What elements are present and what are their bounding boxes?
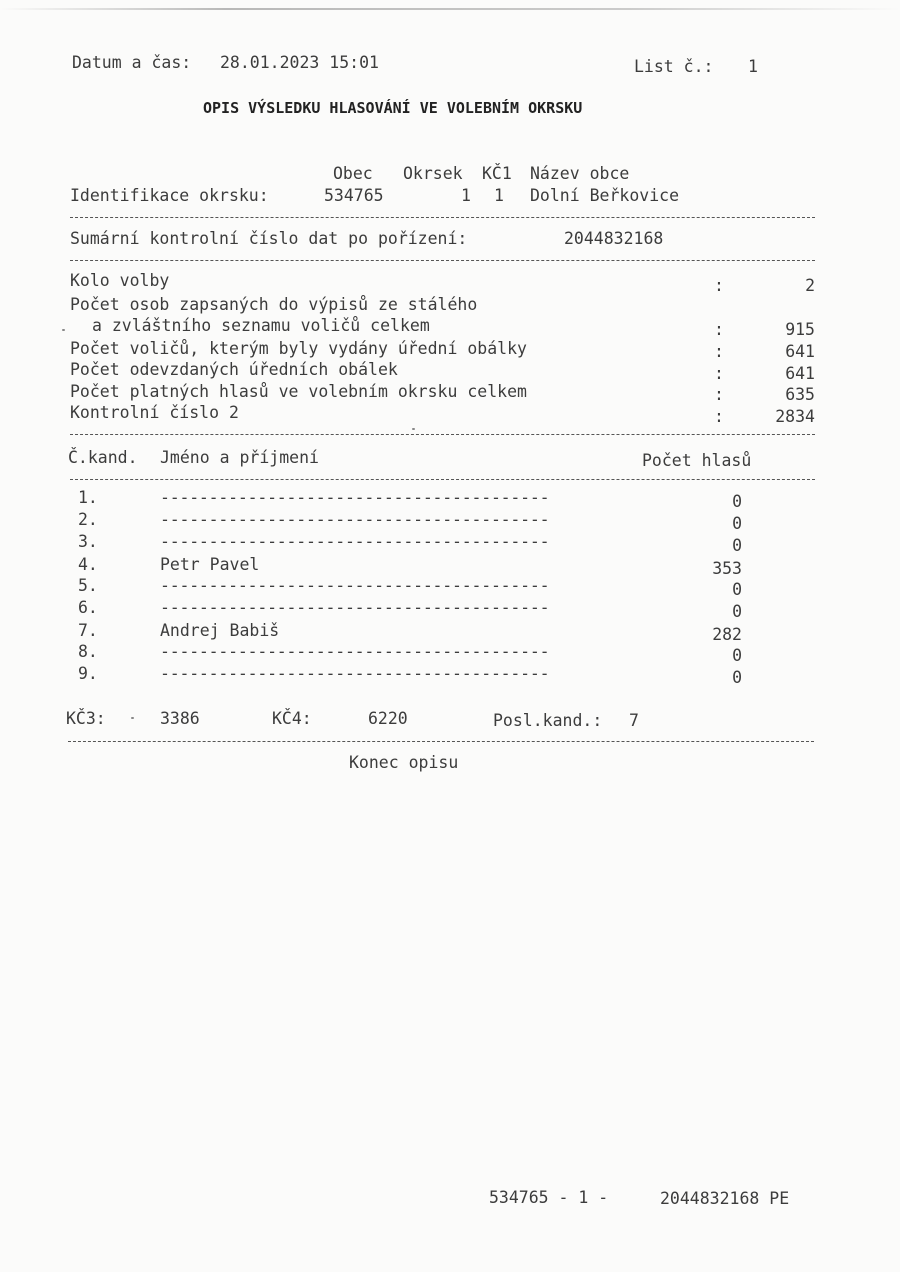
stat-label-registered-cont: a zvláštního seznamu voličů celkem <box>92 316 430 335</box>
col-header-obec: Obec <box>333 164 373 183</box>
stat-colon: : <box>714 385 724 404</box>
separator-line <box>68 741 814 742</box>
page-title: OPIS VÝSLEDKU HLASOVÁNÍ VE VOLEBNÍM OKRSKU <box>203 99 583 117</box>
stat-value-envelopes-issued: 641 <box>785 342 815 361</box>
separator-line <box>70 217 815 218</box>
scan-speck <box>412 428 415 430</box>
candidates-col-votes: Počet hlasů <box>642 451 752 470</box>
datetime-label: Datum a čas: <box>72 53 192 72</box>
scan-edge-line <box>0 8 900 10</box>
candidate-votes: 282 <box>712 625 742 644</box>
candidate-votes: 0 <box>732 580 742 599</box>
candidate-name: ---------------------------------------- <box>160 664 550 683</box>
stat-colon: : <box>714 320 724 339</box>
stat-value-round: 2 <box>805 276 815 295</box>
kc4-label: KČ4: <box>272 709 312 728</box>
col-header-nazev: Název obce <box>530 164 630 183</box>
footer-reference: 534765 - 1 - <box>489 1188 609 1207</box>
stat-colon: : <box>714 276 724 295</box>
candidate-name: ---------------------------------------- <box>160 598 550 617</box>
kc1-value: 1 <box>494 186 504 205</box>
candidate-name: Andrej Babiš <box>160 621 280 640</box>
candidate-name: Petr Pavel <box>160 555 260 574</box>
candidate-number: 2. <box>78 510 98 529</box>
candidate-number: 7. <box>78 621 98 640</box>
candidate-votes: 0 <box>732 668 742 687</box>
stat-colon: : <box>714 364 724 383</box>
footer-checksum: 2044832168 PE <box>660 1189 790 1208</box>
candidate-votes: 353 <box>712 559 742 578</box>
last-candidate-label: Posl.kand.: <box>493 711 603 730</box>
stat-value-envelopes-returned: 641 <box>785 364 815 383</box>
stat-label-control-number: Kontrolní číslo 2 <box>70 403 239 422</box>
kc3-label: KČ3: <box>66 709 106 728</box>
identification-label: Identifikace okrsku: <box>70 186 269 205</box>
municipality-name: Dolní Beřkovice <box>530 186 680 205</box>
stat-label-valid-votes: Počet platných hlasů ve volebním okrsku celkem <box>70 382 527 401</box>
okrsek-number: 1 <box>461 186 471 205</box>
candidate-votes: 0 <box>732 536 742 555</box>
candidate-number: 1. <box>78 488 98 507</box>
stat-colon: : <box>714 342 724 361</box>
candidate-number: 4. <box>78 555 98 574</box>
stat-label-envelopes-returned: Počet odevzdaných úředních obálek <box>70 360 398 379</box>
sheet-number: 1 <box>748 57 758 76</box>
stat-label-registered: Počet osob zapsaných do výpisů ze stálého <box>70 295 478 314</box>
stat-value-control-number: 2834 <box>775 407 815 426</box>
stat-value-valid-votes: 635 <box>785 385 815 404</box>
candidates-col-number: Č.kand. <box>68 448 138 467</box>
separator-line <box>70 260 815 261</box>
scan-speck <box>62 329 65 331</box>
stat-label-envelopes-issued: Počet voličů, kterým byly vydány úřední obálky <box>70 339 527 358</box>
last-candidate-value: 7 <box>629 711 639 730</box>
candidate-name: ---------------------------------------- <box>160 488 550 507</box>
col-header-kc1: KČ1 <box>482 164 512 183</box>
candidate-votes: 0 <box>732 602 742 621</box>
candidate-name: ---------------------------------------- <box>160 532 550 551</box>
scan-speck <box>131 717 134 719</box>
candidate-number: 9. <box>78 664 98 683</box>
separator-line <box>70 479 815 480</box>
candidate-name: ---------------------------------------- <box>160 576 550 595</box>
datetime-value: 28.01.2023 15:01 <box>220 53 379 72</box>
col-header-okrsek: Okrsek <box>403 164 463 183</box>
kc3-value: 3386 <box>160 709 200 728</box>
obec-code: 534765 <box>324 186 384 205</box>
candidate-name: ---------------------------------------- <box>160 510 550 529</box>
sheet-label: List č.: <box>634 57 714 76</box>
candidate-name: ---------------------------------------- <box>160 642 550 661</box>
candidate-votes: 0 <box>732 646 742 665</box>
candidate-number: 8. <box>78 642 98 661</box>
candidate-votes: 0 <box>732 492 742 511</box>
candidate-number: 3. <box>78 532 98 551</box>
checksum-value: 2044832168 <box>564 229 664 248</box>
kc4-value: 6220 <box>368 709 408 728</box>
stat-value-registered: 915 <box>785 320 815 339</box>
candidate-number: 6. <box>78 598 98 617</box>
stat-colon: : <box>714 407 724 426</box>
checksum-label: Sumární kontrolní číslo dat po pořízení: <box>70 229 468 248</box>
candidate-number: 5. <box>78 576 98 595</box>
end-of-document: Konec opisu <box>349 753 459 772</box>
candidates-col-name: Jméno a příjmení <box>160 448 319 467</box>
candidate-votes: 0 <box>732 514 742 533</box>
separator-line <box>70 434 815 435</box>
stat-label-round: Kolo volby <box>70 271 170 290</box>
